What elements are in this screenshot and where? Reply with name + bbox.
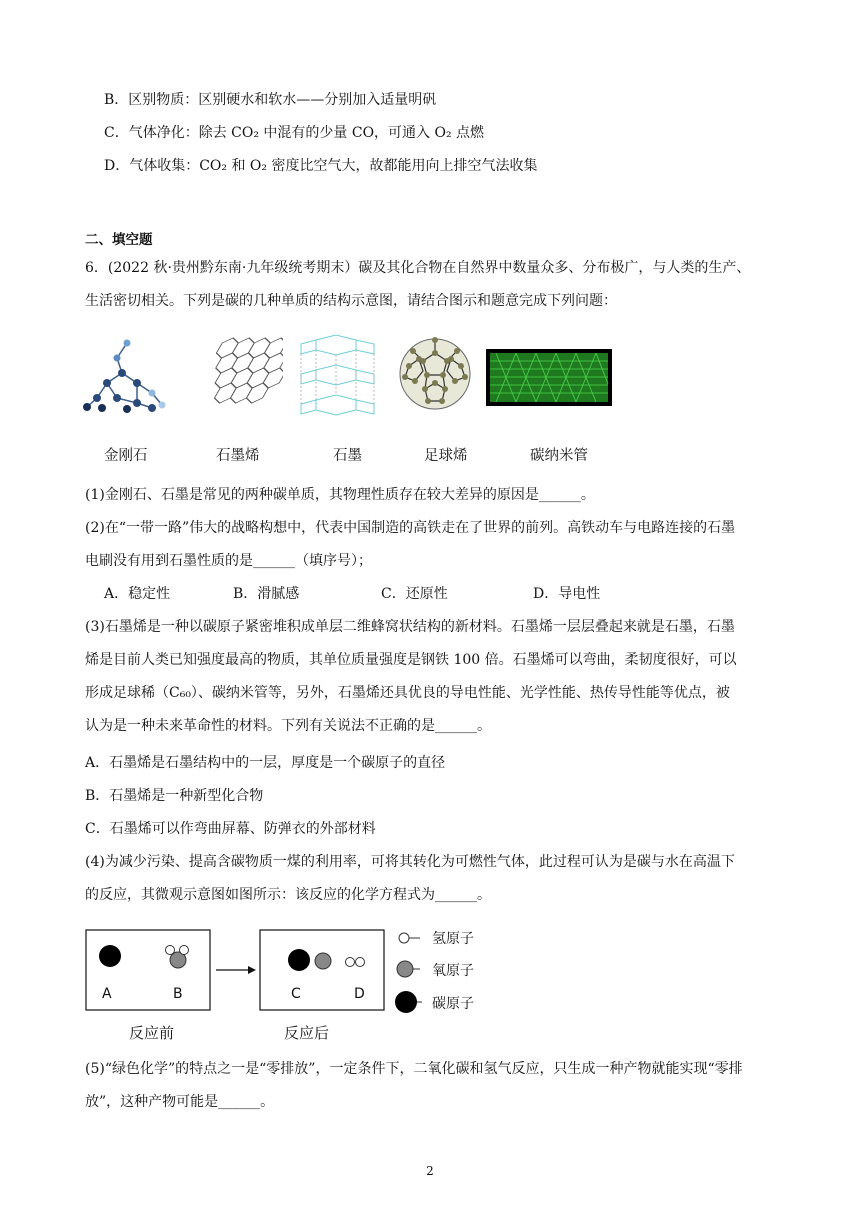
carbon-atom-c: [288, 949, 310, 971]
q6-part5-line2: 放”，这种产物可能是______。: [85, 1094, 275, 1110]
q5-option-d: D．气体收集：CO₂ 和 O₂ 密度比空气大，故都能用向上排空气法收集: [104, 158, 538, 174]
graphene-structure-image: [178, 333, 283, 415]
label-c: C: [291, 986, 301, 1002]
carbon-atom-a: [99, 945, 121, 967]
section-title: 二、填空题: [85, 232, 153, 248]
after-reaction-caption: 反应后: [284, 1024, 330, 1042]
q6-part4-line1: (4)为减少污染、提高含碳物质一煤的利用率，可将其转化为可燃性气体，此过程可认为是碳与水在高温下: [85, 854, 735, 870]
q6-part2-option-c: C．还原性: [381, 586, 448, 602]
q6-intro-line2: 生活密切相关。下列是碳的几种单质的结构示意图，请结合图示和题意完成下列问题：: [85, 293, 617, 309]
oxygen-atom-c: [315, 953, 331, 969]
q6-part5-line1: (5)“绿色化学”的特点之一是“零排放”，一定条件下，二氧化碳和氢气反应，只生成一种产物就能实现“零排: [85, 1061, 743, 1077]
q6-part3-line1: (3)石墨烯是一种以碳原子紧密堆积成单层二维蜂窝状结构的新材料。石墨烯一层层叠起来就是石墨，石墨: [85, 619, 735, 635]
q6-part3-option-a: A．石墨烯是石墨结构中的一层，厚度是一个碳原子的直径: [85, 755, 446, 771]
legend-carbon-label: 碳原子: [432, 996, 474, 1012]
q6-part3-option-c: C．石墨烯可以作弯曲屏幕、防弹衣的外部材料: [85, 821, 376, 837]
caption-carbon-nanotube: 碳纳米管: [530, 448, 588, 464]
caption-fullerene: 足球烯: [424, 448, 468, 464]
q6-part3-option-b: B．石墨烯是一种新型化合物: [85, 788, 264, 804]
hydrogen-atom-d1: [346, 958, 355, 967]
graphite-structure-image: [296, 332, 380, 417]
q5-option-b: B．区别物质：区别硬水和软水——分别加入适量明矾: [104, 92, 437, 108]
label-d: D: [354, 986, 365, 1002]
hydrogen-atom-d2: [356, 958, 365, 967]
q6-part4-line2: 的反应，其微观示意图如图所示：该反应的化学方程式为______。: [85, 887, 491, 903]
legend-oxygen-label: 氧原子: [432, 963, 474, 979]
caption-graphite: 石墨: [333, 448, 362, 464]
q6-part2-line2: 电刷没有用到石墨性质的是______（填序号）；: [85, 553, 372, 569]
q6-intro-line1: 6．(2022 秋·贵州黔东南·九年级统考期末）碳及其化合物在自然界中数量众多、分布极广，与人类的生产、: [85, 260, 751, 276]
legend-hydrogen-icon: [399, 933, 409, 943]
q6-part2-option-d: D．导电性: [533, 586, 601, 602]
legend-oxygen-icon: [397, 961, 413, 977]
hydrogen-atom-b1: [166, 946, 175, 955]
before-reaction-caption: 反应前: [129, 1024, 175, 1042]
legend-hydrogen-label: 氢原子: [432, 931, 474, 947]
legend-carbon-icon: [395, 991, 417, 1013]
label-a: A: [102, 986, 112, 1002]
q6-part2-line1: (2)在“一带一路”伟大的战略构想中，代表中国制造的高铁走在了世界的前列。高铁动车与电路连接的石墨: [85, 520, 736, 536]
fullerene-structure-image: [395, 331, 475, 416]
page-number: 2: [426, 1164, 434, 1178]
diamond-structure-image: [82, 333, 172, 415]
q6-part3-line3: 形成足球稀（C₆₀）、碳纳米管等，另外，石墨烯还具优良的导电性能、光学性能、热传导性能等优点，被: [85, 685, 730, 701]
q6-part2-option-a: A．稳定性: [104, 586, 171, 602]
caption-graphene: 石墨烯: [216, 448, 260, 464]
hydrogen-atom-b2: [180, 946, 189, 955]
q5-option-c: C．气体净化：除去 CO₂ 中混有的少量 CO，可通入 O₂ 点燃: [104, 125, 485, 141]
q6-part1: (1)金刚石、石墨是常见的两种碳单质，其物理性质存在较大差异的原因是______。: [85, 487, 595, 503]
q6-part3-line4: 认为是一种未来革命性的材料。下列有关说法不正确的是______。: [85, 718, 491, 734]
caption-diamond: 金刚石: [104, 448, 148, 464]
q6-part2-option-b: B．滑腻感: [233, 586, 300, 602]
carbon-nanotube-image: [486, 349, 612, 406]
q6-part3-line2: 烯是目前人类已知强度最高的物质，其单位质量强度是钢铁 100 倍。石墨烯可以弯曲，柔韧度很好，可以: [85, 652, 737, 668]
after-reaction-box: [260, 930, 384, 1010]
label-b: B: [173, 986, 183, 1002]
